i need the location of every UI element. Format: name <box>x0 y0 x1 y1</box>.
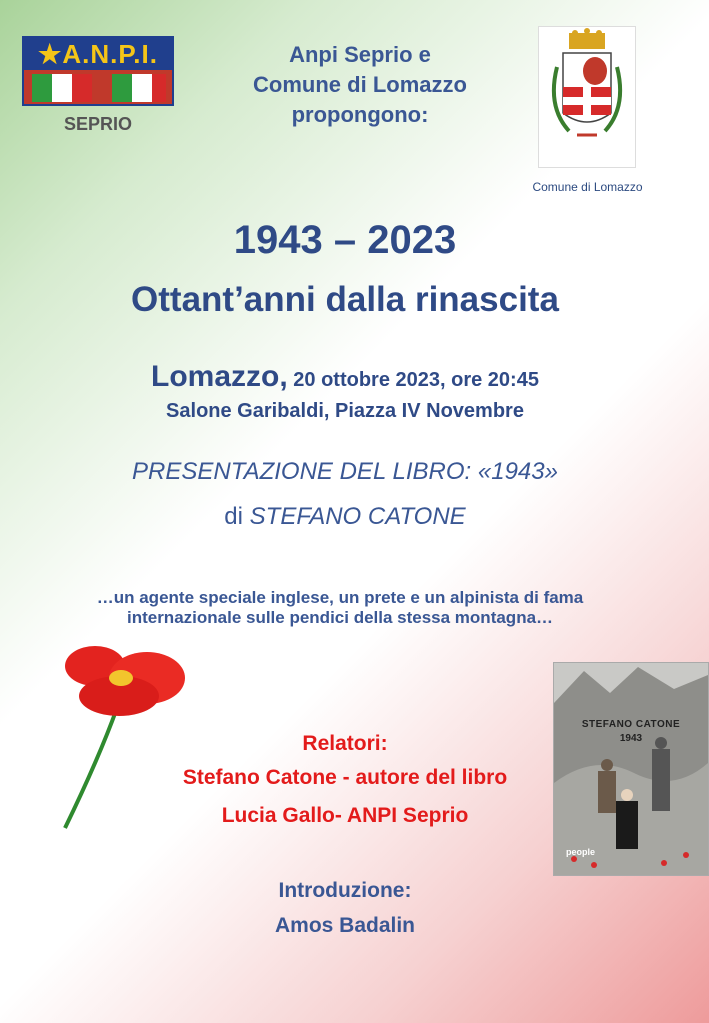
crest-caption: Comune di Lomazzo <box>532 180 643 194</box>
book-cover-art <box>554 663 708 875</box>
flag-white-stripe-2 <box>132 74 152 102</box>
header-line-2: Comune di Lomazzo <box>253 72 467 97</box>
event-city: Lomazzo, <box>151 360 288 393</box>
introduction-name: Amos Badalin <box>274 914 416 937</box>
book-quote <box>20 588 660 628</box>
quote-line-2: internazionale sulle pendici della stessa montagna… <box>126 608 554 627</box>
anpi-logo <box>22 36 174 106</box>
event-date: 20 ottobre 2023, ore 20:45 <box>293 369 539 391</box>
header-line-1: Anpi Seprio e <box>289 42 431 67</box>
speaker-2: Lucia Gallo- ANPI Seprio <box>221 804 469 827</box>
quote-line-1: …un agente speciale inglese, un prete e un alpinista di fama <box>96 588 584 607</box>
organizers-header <box>200 40 520 130</box>
event-datetime <box>0 360 690 394</box>
book-presentation: PRESENTAZIONE DEL LIBRO: «1943» <box>132 458 558 485</box>
cover-title: 1943 <box>619 733 643 744</box>
book-cover <box>553 662 709 876</box>
anpi-logo-text: ★A.N.P.I. <box>24 38 172 70</box>
author-by: di <box>224 503 243 530</box>
comune-crest <box>538 26 636 168</box>
flag-green-stripe-2 <box>112 74 132 102</box>
flag-red-stripe-2 <box>152 74 166 102</box>
crest-icon <box>539 27 635 167</box>
speaker-1: Stefano Catone - autore del libro <box>182 766 508 789</box>
title-years: 1943 – 2023 <box>233 218 457 262</box>
anpi-logo-label: A.N.P.I. <box>62 39 158 69</box>
introduction-title: Introduzione: <box>278 879 412 902</box>
event-venue: Salone Garibaldi, Piazza IV Novembre <box>166 400 524 422</box>
flag-red-stripe <box>72 74 92 102</box>
flag-green-stripe <box>32 74 52 102</box>
header-line-3: propongono: <box>291 102 429 127</box>
cover-author: STEFANO CATONE <box>581 719 681 730</box>
flag-white-stripe <box>52 74 72 102</box>
author-name: STEFANO CATONE <box>249 503 466 530</box>
speakers-title: Relatori: <box>302 732 388 755</box>
book-author-line <box>0 503 690 531</box>
cover-publisher: people <box>566 847 596 857</box>
logo-subtitle: SEPRIO <box>63 114 133 134</box>
title-subtitle: Ottant’anni dalla rinascita <box>131 280 559 319</box>
